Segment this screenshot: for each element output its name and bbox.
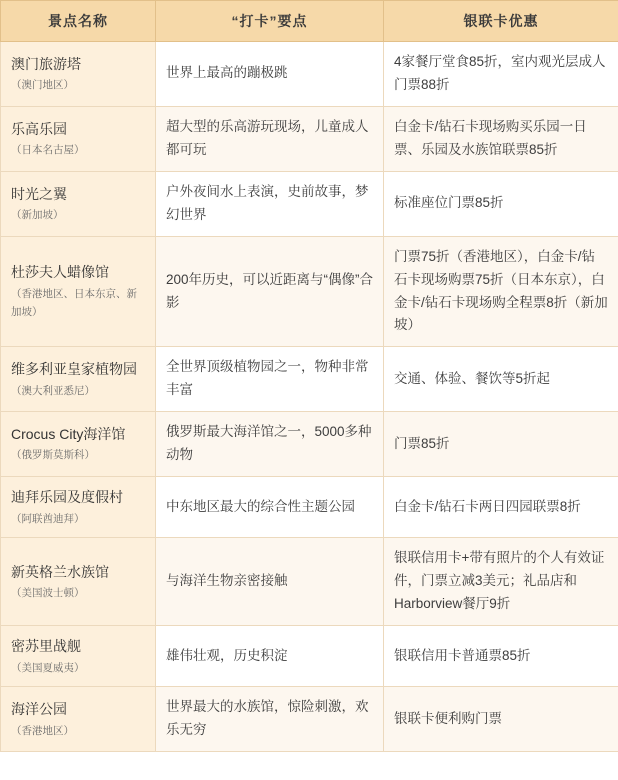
attraction-location: （澳门地区） (11, 79, 74, 92)
table-row (1, 171, 618, 236)
attraction-name-cell (1, 347, 156, 412)
attraction-location: （美国波士顿） (11, 587, 85, 600)
attraction-offer-cell: 门票85折 (384, 412, 618, 477)
attraction-name-cell (1, 477, 156, 538)
table-row (1, 477, 618, 538)
attraction-name-cell (1, 538, 156, 626)
attraction-offer-cell: 交通、体验、餐饮等5折起 (384, 347, 618, 412)
attraction-offer-cell: 4家餐厅堂食85折，室内观光层成人门票88折 (384, 42, 618, 107)
attraction-offer-cell: 标准座位门票85折 (384, 171, 618, 236)
attraction-point-cell: 200年历史，可以近距离与“偶像”合影 (156, 236, 384, 347)
table-row (1, 236, 618, 347)
attraction-name: Crocus City海洋馆 (11, 426, 126, 443)
attraction-name: 密苏里战舰 (11, 638, 81, 655)
attraction-name: 海洋公园 (11, 701, 67, 718)
attraction-point-cell: 中东地区最大的综合性主题公园 (156, 477, 384, 538)
table-header (1, 1, 618, 42)
column-header-point: “打卡”要点 (156, 1, 384, 42)
table-header-row (1, 1, 618, 42)
attraction-name-cell (1, 236, 156, 347)
table-row (1, 106, 618, 171)
attraction-location: （日本名古屋） (11, 144, 85, 157)
attraction-point-cell: 世界上最高的蹦极跳 (156, 42, 384, 107)
attraction-name-cell (1, 106, 156, 171)
attraction-point-cell: 超大型的乐高游玩现场，儿童成人都可玩 (156, 106, 384, 171)
attraction-point-cell: 与海洋生物亲密接触 (156, 538, 384, 626)
attraction-name-cell (1, 412, 156, 477)
attraction-offer-cell: 银联卡便利购门票 (384, 687, 618, 752)
attraction-offer-cell: 门票75折（香港地区），白金卡/钻石卡现场购票75折（日本东京），白金卡/钻石卡现场购全程票8折（新加坡） (384, 236, 618, 347)
attraction-name: 维多利亚皇家植物园 (11, 361, 137, 378)
attraction-name: 迪拜乐园及度假村 (11, 489, 123, 506)
table-row (1, 687, 618, 752)
attraction-point-cell: 户外夜间水上表演，史前故事，梦幻世界 (156, 171, 384, 236)
table-body (1, 42, 618, 752)
column-header-name: 景点名称 (1, 1, 156, 42)
attraction-name: 乐高乐园 (11, 120, 67, 137)
attraction-offer-cell: 银联信用卡普通票85折 (384, 626, 618, 687)
attraction-name-cell (1, 42, 156, 107)
attraction-name-cell (1, 687, 156, 752)
attraction-point-cell: 俄罗斯最大海洋馆之一，5000多种动物 (156, 412, 384, 477)
attraction-point-cell: 雄伟壮观，历史积淀 (156, 626, 384, 687)
attraction-location: （阿联酋迪拜） (11, 512, 85, 525)
attraction-location: （美国夏威夷） (11, 661, 85, 674)
attraction-location: （澳大利亚悉尼） (11, 384, 95, 397)
attraction-location: （香港地区） (11, 724, 74, 737)
attraction-name: 澳门旅游塔 (11, 55, 81, 72)
attraction-point-cell: 全世界顶级植物园之一，物种非常丰富 (156, 347, 384, 412)
attraction-name: 杜莎夫人蜡像馆 (11, 264, 109, 281)
attraction-name-cell (1, 171, 156, 236)
column-header-offer: 银联卡优惠 (384, 1, 618, 42)
table-row (1, 626, 618, 687)
table-row (1, 412, 618, 477)
attraction-location: （新加坡） (11, 208, 64, 221)
attraction-offer-cell: 白金卡/钻石卡现场购买乐园一日票、乐园及水族馆联票85折 (384, 106, 618, 171)
attraction-name: 新英格兰水族馆 (11, 563, 109, 580)
attraction-offer-cell: 银联信用卡+带有照片的个人有效证件，门票立减3美元；礼品店和Harborview餐厅9折 (384, 538, 618, 626)
attraction-name: 时光之翼 (11, 185, 67, 202)
attraction-location: （俄罗斯莫斯科） (11, 449, 95, 462)
table-row (1, 42, 618, 107)
table-row (1, 347, 618, 412)
attraction-point-cell: 世界最大的水族馆，惊险刺激，欢乐无穷 (156, 687, 384, 752)
table-row (1, 538, 618, 626)
attraction-location: （香港地区、日本东京、新加坡） (11, 287, 137, 318)
attraction-offer-cell: 白金卡/钻石卡两日四园联票8折 (384, 477, 618, 538)
attraction-name-cell (1, 626, 156, 687)
